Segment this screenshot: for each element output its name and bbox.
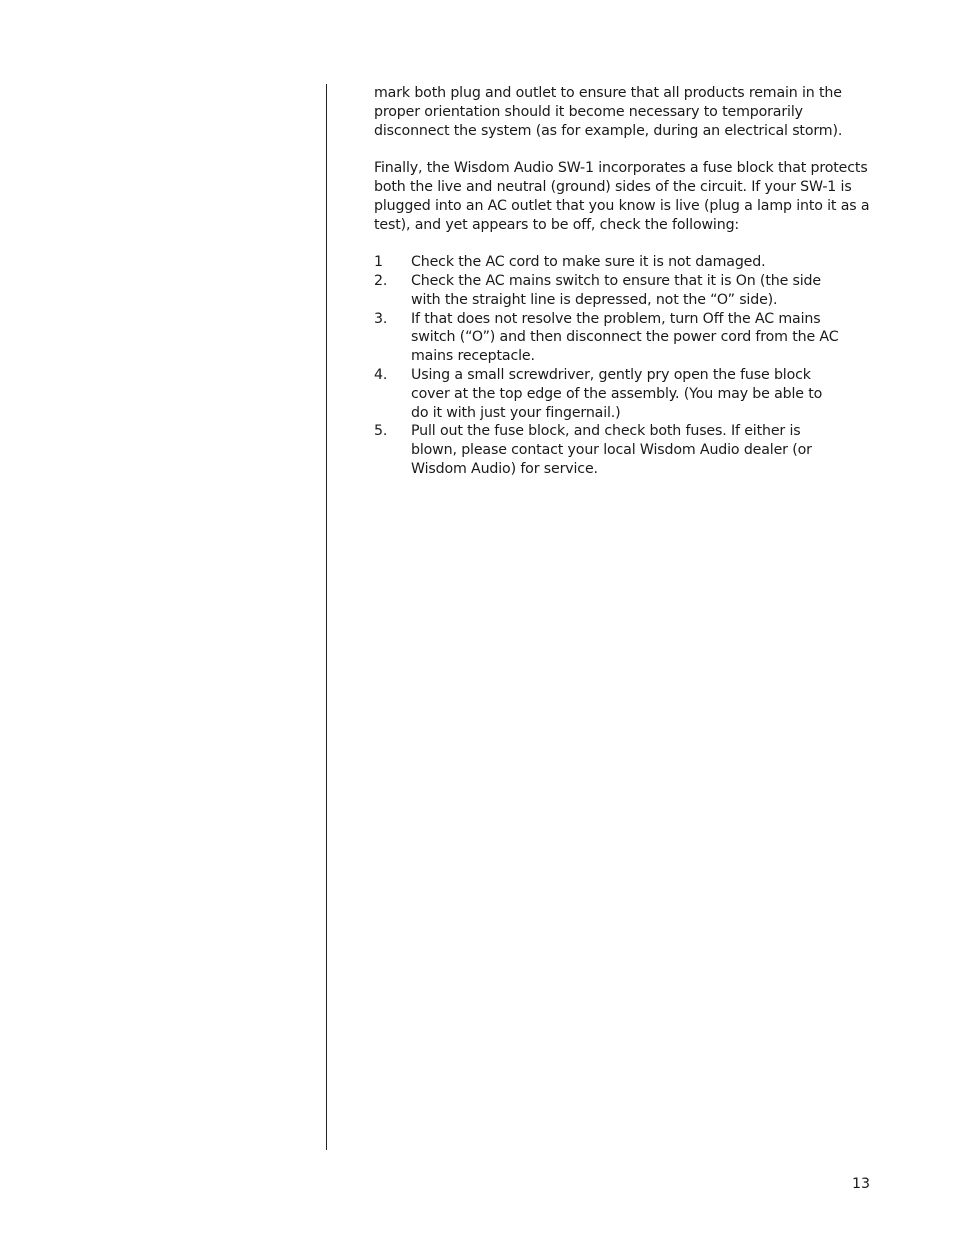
step-text: Check the AC mains switch to ensure that it is On (the side with the straight line is depressed, not the “O” side). <box>411 272 821 308</box>
body-text <box>374 84 874 479</box>
step-number: 3. <box>374 310 388 327</box>
margin-rule <box>326 84 327 1150</box>
list-item <box>374 253 874 272</box>
step-text: Check the AC cord to make sure it is not damaged. <box>411 254 766 271</box>
paragraph-orientation: mark both plug and outlet to ensure that all products remain in the proper orientation should it become necessary to temporarily disconnect the system (as for example, during an electrical storm). <box>374 85 843 139</box>
list-item <box>374 272 874 310</box>
paragraph-fuse-block: Finally, the Wisdom Audio SW-1 incorporates a fuse block that protects both the live and neutral (ground) sides of the circuit. If your SW-1 is plugged into an AC outlet that you know is live (plug a lamp into it as a test), and yet appears to be off, check the following: <box>374 160 870 233</box>
step-number: 5. <box>374 423 388 440</box>
list-item <box>374 366 874 422</box>
step-number: 1 <box>374 254 383 271</box>
list-item <box>374 310 874 366</box>
troubleshooting-steps <box>374 253 874 479</box>
step-text: Using a small screwdriver, gently pry open the fuse block cover at the top edge of the assembly. (You may be able to do it with just your fingernail.) <box>411 366 823 421</box>
list-item <box>374 422 874 478</box>
step-text: Pull out the fuse block, and check both fuses. If either is blown, please contact your local Wisdom Audio dealer (or Wisdom Audio) for service. <box>411 423 812 477</box>
step-text: If that does not resolve the problem, turn Off the AC mains switch (“O”) and then disconnect the power cord from the AC mains receptacle. <box>411 310 839 365</box>
step-number: 4. <box>374 366 388 383</box>
page-number: 13 <box>852 1176 871 1192</box>
step-number: 2. <box>374 272 388 289</box>
